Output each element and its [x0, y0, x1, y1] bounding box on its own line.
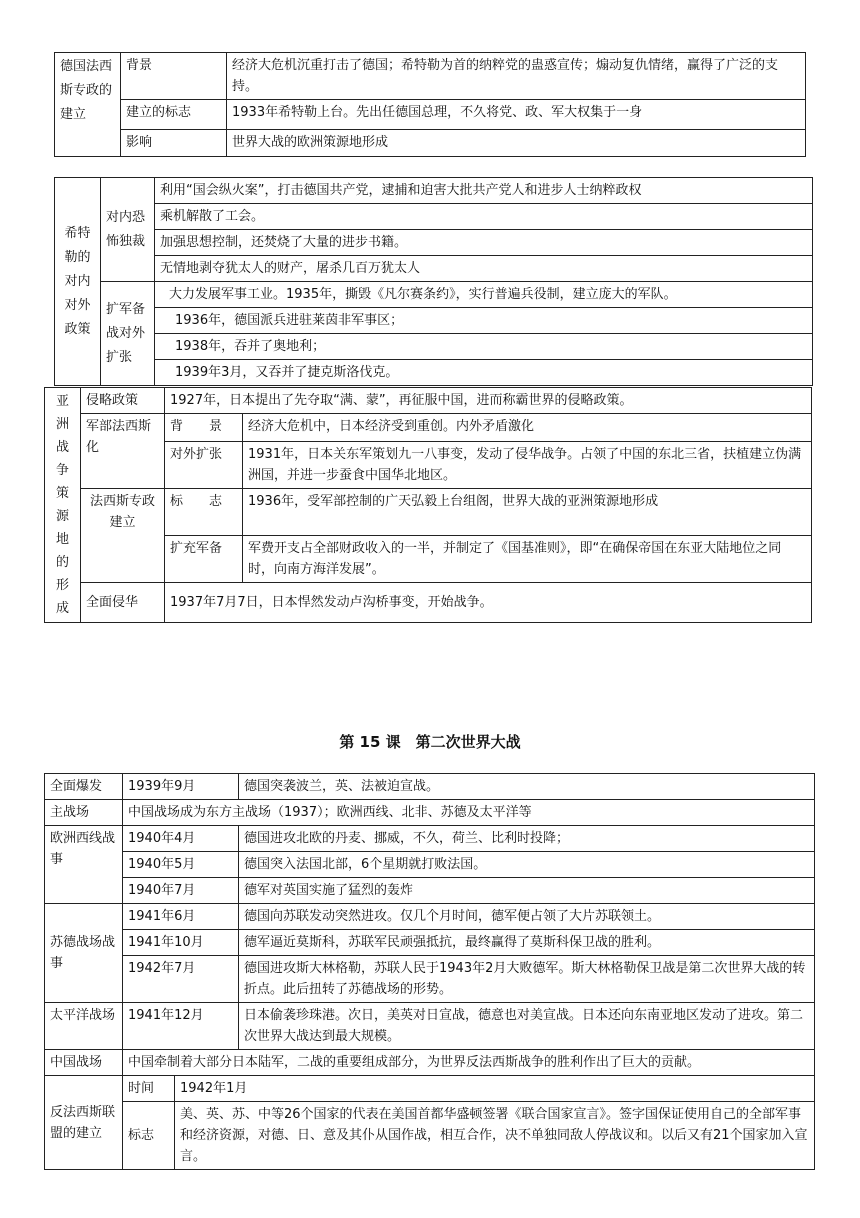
cell-label: 影响: [121, 130, 227, 157]
row-header: 反法西斯联盟的建立: [45, 1076, 123, 1170]
row-header: 太平洋战场: [45, 1003, 123, 1050]
cell-sublabel: 标 志: [165, 489, 243, 536]
spacer: [81, 622, 812, 623]
row-header: 亚洲战争策源地的形成: [45, 388, 81, 623]
cell-label: 标志: [123, 1102, 175, 1170]
cell-text: 1927年，日本提出了先夺取“满、蒙”，再征服中国，进而称霸世界的侵略政策。: [165, 388, 812, 414]
row-header: 全面爆发: [45, 774, 123, 800]
row-header: 希特勒的对内对外政策: [55, 178, 101, 386]
hitler-policy-table: [54, 177, 813, 386]
date-cell: 1942年1月: [175, 1076, 815, 1102]
date-cell: 1942年7月: [123, 956, 239, 1003]
cell-sublabel: 对外扩张: [165, 442, 243, 489]
cell-sublabel: 扩充军备: [165, 535, 243, 582]
cell-text: 1931年，日本关东军策划九一八事变，发动了侵华战争。占领了中国的东北三省，扶植建立伪满洲国，并进一步蚕食中国华北地区。: [243, 442, 812, 489]
date-cell: 1941年6月: [123, 904, 239, 930]
row-header: 欧洲西线战事: [45, 826, 123, 904]
cell-text: 德军对英国实施了猛烈的轰炸: [239, 878, 815, 904]
cell-text: 1937年7月7日，日本悍然发动卢沟桥事变，开始战争。: [165, 582, 812, 622]
date-cell: 1940年4月: [123, 826, 239, 852]
cell-text: 经济大危机中，日本经济受到重创。内外矛盾激化: [243, 414, 812, 442]
fascist-germany-table: [54, 52, 806, 157]
policy-item: 利用“国会纵火案”，打击德国共产党，逮捕和迫害大批共产党人和进步人士纳粹政权: [155, 178, 813, 204]
policy-item: 大力发展军事工业。1935年，撕毁《凡尔赛条约》，实行普遍兵役制，建立庞大的军队。: [155, 282, 813, 308]
cell-text: 中国战场成为东方主战场（1937）；欧洲西线、北非、苏德及太平洋等: [123, 800, 815, 826]
date-cell: 1940年5月: [123, 852, 239, 878]
cell-text: 德国突入法国北部，6个星期就打败法国。: [239, 852, 815, 878]
policy-item: 无情地剥夺犹太人的财产，屠杀几百万犹太人: [155, 256, 813, 282]
cell-sublabel: 背 景: [165, 414, 243, 442]
cell-text: 1933年希特勒上台。先出任德国总理，不久将党、政、军大权集于一身: [227, 100, 806, 130]
cell-text: 德国进攻北欧的丹麦、挪威，不久，荷兰、比利时投降；: [239, 826, 815, 852]
policy-item: 加强思想控制，还焚烧了大量的进步书籍。: [155, 230, 813, 256]
cell-label: 时间: [123, 1076, 175, 1102]
cell-text: 中国牵制着大部分日本陆军，二战的重要组成部分，为世界反法西斯战争的胜利作出了巨大的贡献。: [123, 1050, 815, 1076]
cell-text: 美、英、苏、中等26个国家的代表在美国首都华盛顿签署《联合国家宣言》。签字国保证使用自己的全部军事和经济资源，对德、日、意及其仆从国作战，相互合作，决不单独同敌人停战议和。以后又有21个国家加入宣言。: [175, 1102, 815, 1170]
cell-text: 日本偷袭珍珠港。次日，美英对日宣战，德意也对美宣战。日本还向东南亚地区发动了进攻。第二次世界大战达到最大规模。: [239, 1003, 815, 1050]
cell-text: 经济大危机沉重打击了德国；希特勒为首的纳粹党的蛊惑宣传；煽动复仇情绪，赢得了广泛的支持。: [227, 53, 806, 100]
policy-item: 1936年，德国派兵进驻莱茵非军事区；: [155, 308, 813, 334]
date-cell: 1939年9月: [123, 774, 239, 800]
date-cell: 1940年7月: [123, 878, 239, 904]
lesson-title: 第 15 课 第二次世界大战: [339, 733, 521, 751]
date-cell: 1941年12月: [123, 1003, 239, 1050]
cell-label: 背景: [121, 53, 227, 100]
row-header: 中国战场: [45, 1050, 123, 1076]
cell-text: 德军逼近莫斯科，苏联军民顽强抵抗，最终赢得了莫斯科保卫战的胜利。: [239, 930, 815, 956]
cell-text: 德国进攻斯大林格勒，苏联人民于1943年2月大败德军。斯大林格勒保卫战是第二次世界大战的转折点。此后扭转了苏德战场的形势。: [239, 956, 815, 1003]
policy-item: 1938年，吞并了奥地利；: [155, 334, 813, 360]
cell-text: 1936年，受军部控制的广天弘毅上台组阁，世界大战的亚洲策源地形成: [243, 489, 812, 536]
date-cell: 1941年10月: [123, 930, 239, 956]
cell-label: 军部法西斯化: [81, 414, 165, 489]
row-header: 主战场: [45, 800, 123, 826]
cell-label: 建立的标志: [121, 100, 227, 130]
row-header: 苏德战场战事: [45, 904, 123, 1003]
group-label: 扩军备战对外扩张: [101, 282, 155, 386]
cell-text: 德国向苏联发动突然进攻。仅几个月时间，德军便占领了大片苏联领土。: [239, 904, 815, 930]
cell-text: 德国突袭波兰，英、法被迫宣战。: [239, 774, 815, 800]
policy-item: 乘机解散了工会。: [155, 204, 813, 230]
cell-label: 法西斯专政建立: [81, 489, 165, 536]
empty-cell: [81, 535, 165, 582]
asia-war-source-table: [44, 387, 812, 623]
cell-text: 军费开支占全部财政收入的一半，并制定了《国基准则》，即“在确保帝国在东亚大陆地位之同时，向南方海洋发展”。: [243, 535, 812, 582]
cell-text: 世界大战的欧洲策源地形成: [227, 130, 806, 157]
cell-label: 全面侵华: [81, 582, 165, 622]
row-header: 德国法西斯专政的建立: [55, 53, 121, 157]
group-label: 对内恐怖独裁: [101, 178, 155, 282]
cell-label: 侵略政策: [81, 388, 165, 414]
wwii-table: [44, 773, 815, 1170]
policy-item: 1939年3月，又吞并了捷克斯洛伐克。: [155, 360, 813, 386]
